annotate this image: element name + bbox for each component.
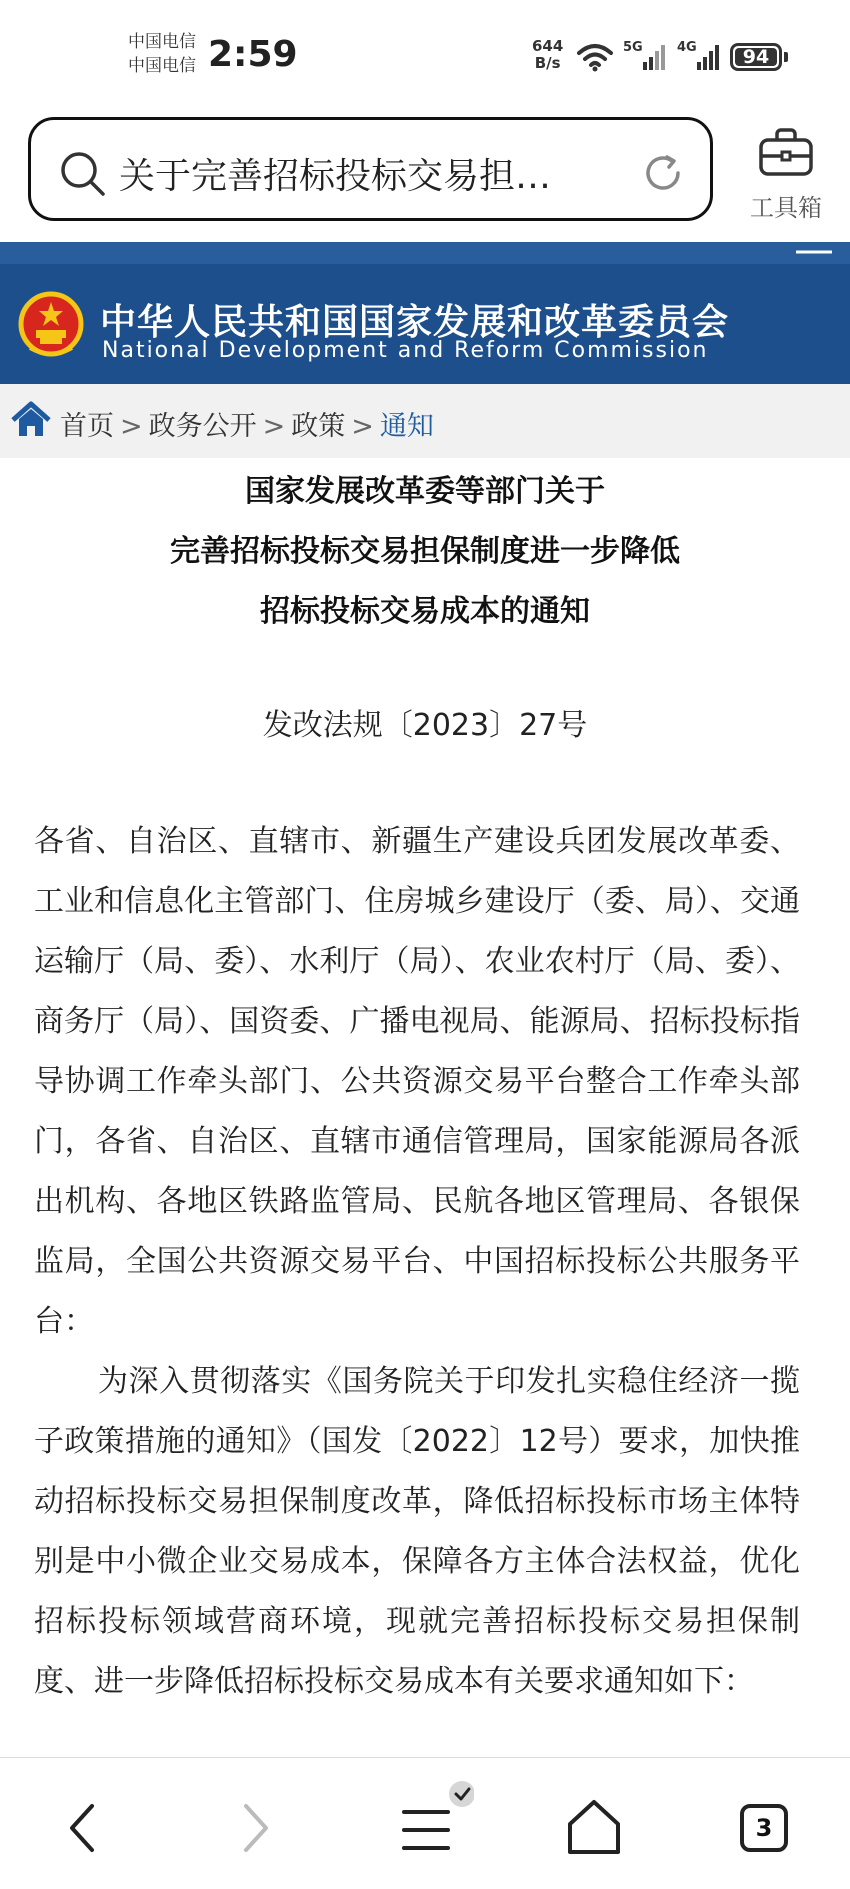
article-paragraph: 各省、自治区、直辖市、新疆生产建设兵团发展改革委、工业和信息化主管部门、住房城乡建设厅（委、局）、交通运输厅（局、委）、水利厅（局）、农业农村厅（局、委）、商务厅（局）、国资委、广播电视局、能源局、招标投标指导协调工作牵头部门、公共资源交易平台整合工作牵头部门，各省、自治区、直辖市通信管理局，国家能源局各派出机构、各地区铁路监管局、民航各地区管理局、各银保监局，全国公共资源交易平台、中国招标投标公共服务平台： — [34, 824, 800, 1339]
breadcrumb-policy[interactable]: 政策 — [291, 411, 346, 442]
breadcrumb-separator: > — [351, 411, 374, 442]
battery-icon — [730, 43, 782, 71]
menu-icon — [384, 1853, 474, 1872]
site-name-en: National Development and Reform Commission — [102, 338, 709, 363]
document-number: 发改法规〔2023〕27号 — [262, 708, 588, 743]
signal-5g-icon — [623, 42, 667, 76]
address-text[interactable]: 关于完善招标投标交易担… — [119, 156, 552, 197]
reload-icon[interactable] — [642, 152, 684, 198]
forward-button[interactable] — [214, 1788, 294, 1868]
home-button[interactable] — [554, 1788, 634, 1868]
network-speed — [532, 38, 563, 72]
breadcrumb-notice[interactable]: 通知 — [379, 411, 434, 442]
breadcrumb-public-affairs[interactable]: 政务公开 — [148, 411, 257, 442]
signal-1-label: 5G — [623, 40, 643, 55]
battery-level: 94 — [742, 46, 770, 68]
toolbox-label: 工具箱 — [750, 194, 822, 222]
back-button[interactable] — [44, 1788, 124, 1868]
tab-count: 3 — [755, 1814, 773, 1842]
header-top-strip — [0, 242, 850, 264]
breadcrumb-separator: > — [120, 411, 143, 442]
breadcrumb — [0, 384, 850, 458]
carrier-names — [128, 30, 196, 78]
wifi-icon — [576, 42, 614, 76]
signal-2-label: 4G — [677, 40, 697, 55]
net-speed-unit: B/s — [534, 54, 561, 72]
carrier-1: 中国电信 — [128, 32, 196, 52]
status-bar — [0, 0, 850, 110]
home-outline-icon — [554, 1853, 634, 1872]
clock: 2:59 — [208, 34, 298, 75]
toolbox-icon — [758, 163, 814, 182]
menu-icon[interactable] — [794, 242, 834, 268]
title-line: 完善招标投标交易担保制度进一步降低 — [170, 534, 680, 569]
toolbox-button[interactable] — [738, 126, 834, 222]
breadcrumb-trail — [60, 404, 434, 443]
breadcrumb-home[interactable]: 首页 — [60, 411, 114, 442]
breadcrumb-separator: > — [262, 411, 286, 442]
title-line: 招标投标交易成本的通知 — [260, 594, 590, 629]
article-body — [34, 812, 800, 1712]
article-paragraph: 为深入贯彻落实《国务院关于印发扎实稳住经济一揽子政策措施的通知》（国发〔2022〕12号）要求，加快推动招标投标交易担保制度改革，降低招标投标市场主体特别是中小微企业交易成本，保障各方主体合法权益，优化招标投标领域营商环境，现就完善招标投标交易担保制度、进一步降低招标投标交易成本有关要求通知如下： — [34, 1364, 800, 1699]
site-name-cn: 中华人民共和国国家发展和改革委员会 — [100, 302, 730, 343]
menu-button[interactable] — [384, 1778, 464, 1858]
bottom-navigation — [0, 1757, 850, 1889]
home-icon[interactable] — [10, 401, 52, 443]
search-icon — [59, 150, 107, 202]
carrier-2: 中国电信 — [128, 56, 196, 76]
chevron-right-icon — [214, 1853, 294, 1872]
net-speed-value: 644 — [532, 37, 564, 55]
signal-4g-icon — [677, 42, 721, 76]
battery-cap — [784, 52, 788, 62]
address-bar[interactable] — [28, 117, 713, 221]
title-line: 国家发展改革委等部门关于 — [245, 474, 605, 509]
site-header — [0, 242, 850, 384]
national-emblem-icon — [18, 290, 84, 364]
chevron-left-icon — [44, 1853, 124, 1872]
tabs-button[interactable] — [724, 1788, 804, 1868]
article-title — [0, 462, 850, 642]
